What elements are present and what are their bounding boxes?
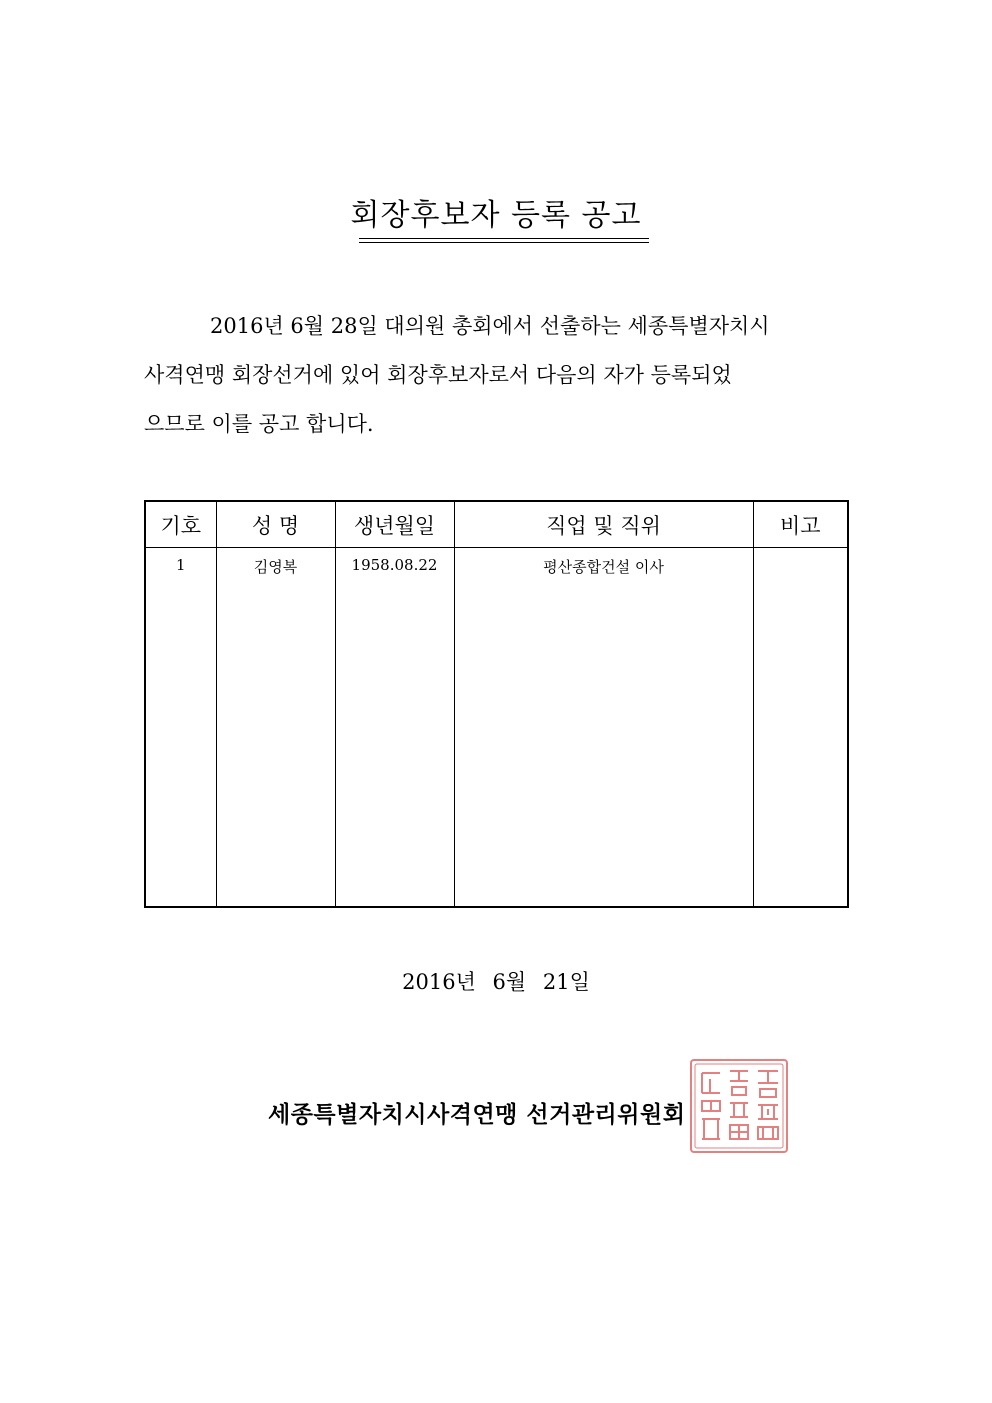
header-number: 기호: [145, 501, 216, 548]
title-double-underline: [359, 238, 649, 243]
notice-date: 2016년 6월 21일: [402, 970, 590, 994]
page-title: 회장후보자 등록 공고: [350, 198, 642, 233]
cell-birthdate: 1958.08.22: [335, 548, 454, 908]
candidate-table: [144, 500, 849, 908]
official-seal-stamp: [688, 1057, 790, 1155]
notice-paragraph: [144, 302, 848, 449]
header-birthdate: 생년월일: [335, 501, 454, 548]
table-header-row: [145, 501, 848, 548]
table-row: [145, 548, 848, 908]
header-name: 성 명: [216, 501, 335, 548]
cell-name: 김영복: [216, 548, 335, 908]
cell-occupation: 평산종합건설 이사: [454, 548, 753, 908]
paragraph-line-1: 2016년 6월 28일 대의원 총회에서 선출하는 세종특별자치시: [210, 314, 770, 338]
header-remarks: 비고: [753, 501, 848, 548]
cell-remarks: [753, 548, 848, 908]
cell-number: 1: [145, 548, 216, 908]
paragraph-line-2: 사격연맹 회장선거에 있어 회장후보자로서 다음의 자가 등록되었: [144, 363, 732, 387]
header-occupation: 직업 및 직위: [454, 501, 753, 548]
issuer-signature: 세종특별자치시사격연맹 선거관리위원회: [268, 1102, 686, 1128]
paragraph-line-3: 으므로 이를 공고 합니다.: [144, 412, 374, 436]
